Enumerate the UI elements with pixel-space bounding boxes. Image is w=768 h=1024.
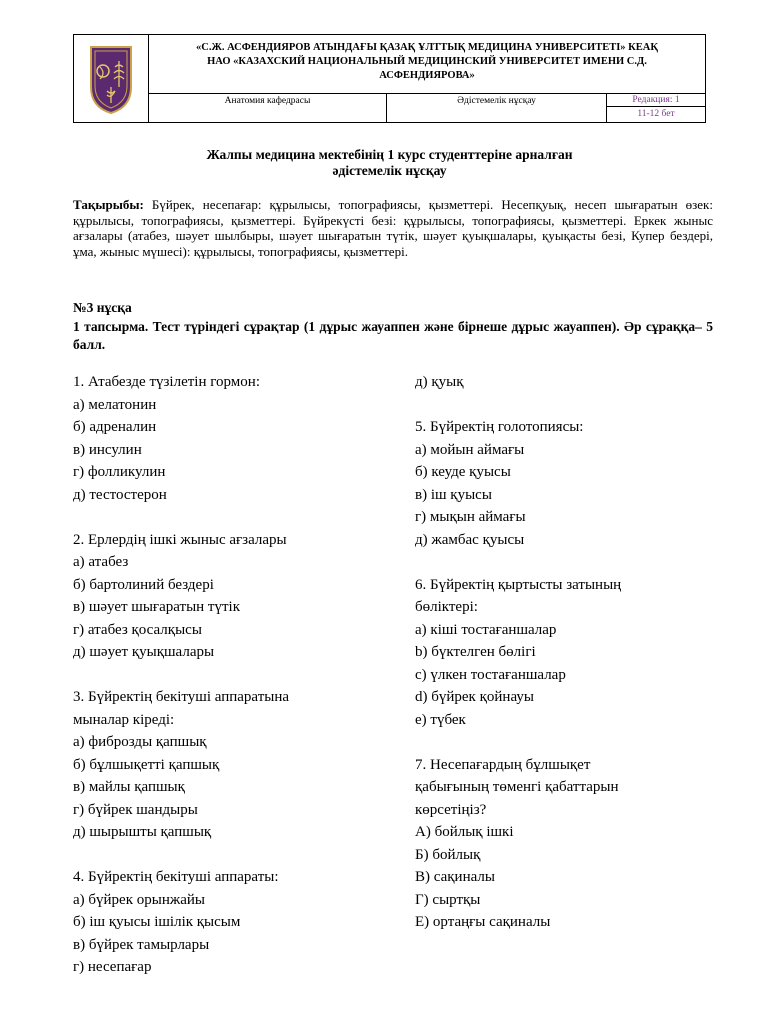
task-heading: 1 тапсырма. Тест түріндегі сұрақтар (1 дұрыс жауаппен және бірнеше дұрыс жауаппен). Әр сұраққа– 5 балл.	[73, 319, 713, 352]
university-name	[149, 35, 705, 94]
question-line: а) фиброзды қапшық	[73, 734, 207, 750]
question-line: а) бүйрек орынжайы	[73, 891, 205, 908]
question-line: 1. Атабезде түзілетін гормон:	[73, 374, 260, 390]
logo-cell	[74, 35, 149, 122]
question-line: 6. Бүйректің қыртысты затының	[415, 576, 622, 593]
question-line: в) шәует шығаратын түтік	[73, 599, 240, 615]
question-line: а) мойын аймағы	[415, 441, 525, 458]
question-line: Е) ортаңғы сақиналы	[415, 914, 551, 930]
question-line: в) майлы қапшық	[73, 779, 185, 795]
question-line: в) инсулин	[73, 441, 142, 458]
university-seal-icon	[88, 43, 134, 115]
topic-label: Тақырыбы:	[73, 197, 144, 212]
question-line: б) кеуде қуысы	[415, 464, 511, 480]
question-line: c) үлкен тостағаншалар	[415, 666, 566, 683]
question-line: 7. Несепағардың бұлшықет	[415, 756, 591, 773]
question-line: б) адреналин	[73, 419, 157, 435]
question-line: в) бүйрек тамырлары	[73, 936, 210, 953]
question-line: г) мықын аймағы	[415, 509, 526, 525]
topic-text: Бүйрек, несепағар: құрылысы, топографиясы, қызметтері. Несепқуық, несеп шығаратын өзек: құрылысы, топографиясы, қызметтері. Бүйрекүсті безі: құрылысы, топографиясы, қызметтері. Еркек жыныс ағзалары (атабез, шәует шылбыры, шәует шығаратын түтік, шәует қуықшалары, қуықасты безі, Купер бездері, ұма, жыныс мүшесі): құрылысы, топографиясы, қызметтері.	[73, 197, 713, 259]
question-line: қабығының төменгі қабаттарын	[415, 779, 619, 795]
question-line: г) атабез қосалқысы	[73, 621, 202, 638]
question-line: г) бүйрек шандыры	[73, 801, 198, 818]
university-name-line: АСФЕНДИЯРОВА»	[379, 70, 475, 81]
question-line: г) несепағар	[73, 959, 152, 975]
question-line: e) түбек	[415, 711, 466, 728]
pages-cell: 11-12 бет	[637, 109, 675, 119]
question-line: г) фолликулин	[73, 464, 166, 480]
question-line: а) кіші тостағаншалар	[415, 621, 557, 638]
question-line: көрсетіңіз?	[415, 801, 487, 818]
question-line: мыналар кіреді:	[73, 711, 175, 728]
topic-paragraph	[73, 197, 713, 259]
department-cell: Анатомия кафедрасы	[149, 94, 387, 122]
question-line: д) шәует қуықшалары	[73, 644, 215, 660]
document-title-line-2: әдістемелік нұсқау	[332, 163, 447, 178]
question-line: б) бартолиний бездері	[73, 576, 214, 593]
question-line: д) жамбас қуысы	[415, 531, 525, 548]
question-line: 4. Бүйректің бекітуші аппараты:	[73, 869, 279, 885]
university-name-line: «С.Ж. АСФЕНДИЯРОВ АТЫНДАҒЫ ҚАЗАҚ ҰЛТТЫҚ МЕДИЦИНА УНИВЕРСИТЕТІ» КЕАҚ	[195, 42, 658, 53]
question-line: В) сақиналы	[415, 869, 495, 885]
header-table	[73, 34, 706, 123]
question-line: бөліктері:	[415, 599, 478, 615]
question-line: а) мелатонин	[73, 396, 157, 413]
edition-cell: Редакция: 1	[607, 94, 705, 107]
question-line: в) іш қуысы	[415, 486, 492, 503]
question-line: b) бүктелген бөлігі	[415, 644, 536, 660]
question-line: д) қуық	[415, 374, 464, 390]
question-line: 5. Бүйректің голотопиясы:	[415, 419, 584, 435]
variant-heading: №3 нұсқа	[73, 300, 132, 315]
question-line: d) бүйрек қойнауы	[415, 689, 534, 705]
guide-cell: Әдістемелік нұсқау	[387, 94, 607, 122]
question-line: д) шырышты қапшық	[73, 824, 212, 840]
question-line: Г) сыртқы	[415, 891, 481, 908]
document-title-line-1: Жалпы медицина мектебінің 1 курс студенттеріне арналған	[206, 147, 573, 162]
question-line: а) атабез	[73, 554, 129, 570]
question-line: А) бойлық ішкі	[415, 824, 514, 840]
question-line: д) тестостерон	[73, 486, 167, 503]
question-line: 2. Ерлердің ішкі жыныс ағзалары	[73, 531, 287, 548]
question-line: б) бұлшықетті қапшық	[73, 756, 220, 773]
question-line: б) іш қуысы ішілік қысым	[73, 914, 241, 930]
question-line: Б) бойлық	[415, 846, 481, 863]
question-line: 3. Бүйректің бекітуші аппаратына	[73, 689, 290, 705]
university-name-line: НАО «КАЗАХСКИЙ НАЦИОНАЛЬНЫЙ МЕДИЦИНСКИЙ УНИВЕРСИТЕТ ИМЕНИ С.Д.	[207, 56, 647, 67]
